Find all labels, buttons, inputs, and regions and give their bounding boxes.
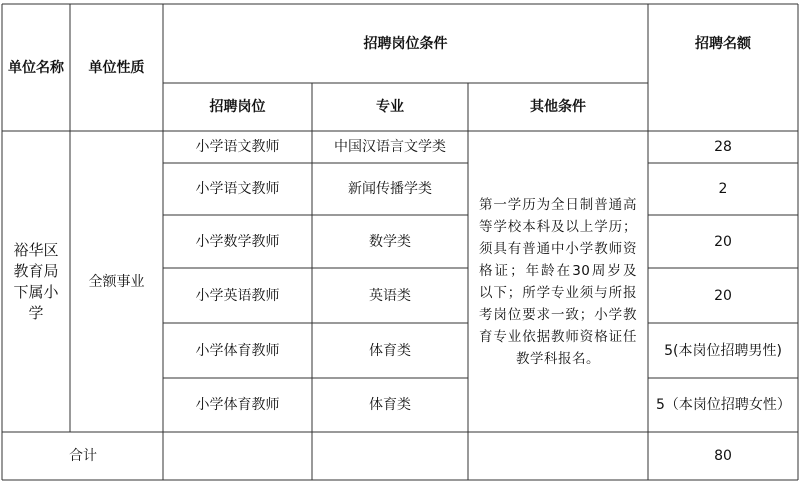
total-quota: 80 xyxy=(714,448,732,464)
row-quota: 28 xyxy=(714,139,732,155)
header-major: 专业 xyxy=(376,99,404,115)
row-major: 中国汉语言文学类 xyxy=(334,139,446,155)
unit-name-cell: 裕华区教育局下属小学 xyxy=(13,240,59,322)
header-conditions: 招聘岗位条件 xyxy=(363,36,448,52)
row-position: 小学语文教师 xyxy=(195,139,280,155)
header-position: 招聘岗位 xyxy=(209,99,266,115)
row-major: 英语类 xyxy=(369,287,411,304)
total-label: 合计 xyxy=(69,448,97,464)
other-conditions-cell: 第一学历为全日制普通高等学校本科及以上学历；须具有普通中小学教师资格证；年龄在30周岁及以下；所学专业须与所报考岗位要求一致；小学教育专业依据教师资格证任教学科报名。 xyxy=(479,196,637,367)
row-position: 小学语文教师 xyxy=(195,181,280,197)
row-major: 新闻传播学类 xyxy=(348,181,432,197)
header-unit-nature: 单位性质 xyxy=(88,59,145,76)
row-quota: 5(本岗位招聘男性) xyxy=(664,342,782,359)
row-quota: 2 xyxy=(718,181,728,197)
header-quota: 招聘名额 xyxy=(695,36,751,52)
header-other: 其他条件 xyxy=(530,99,586,115)
unit-nature-cell: 全额事业 xyxy=(88,273,145,290)
row-quota: 5（本岗位招聘女性） xyxy=(656,397,791,413)
row-quota: 20 xyxy=(714,287,732,304)
header-unit-name: 单位名称 xyxy=(8,59,64,76)
row-position: 小学体育教师 xyxy=(195,342,280,359)
row-major: 体育类 xyxy=(369,342,411,359)
row-position: 小学英语教师 xyxy=(195,287,280,304)
row-major: 数学类 xyxy=(369,233,411,250)
row-quota: 20 xyxy=(714,233,732,250)
row-position: 小学体育教师 xyxy=(195,397,280,413)
row-major: 体育类 xyxy=(369,397,411,413)
row-position: 小学数学教师 xyxy=(195,233,280,250)
